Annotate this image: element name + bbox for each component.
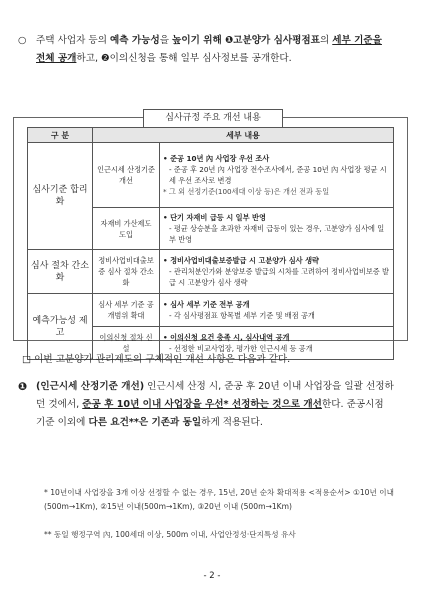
- summary-box-title: 심사규정 주요 개선 내용: [143, 109, 283, 128]
- detail-cell: • 심사 세부 기준 전부 공개 - 각 심사평점표 항목별 세부 기준 및 배점 공개: [160, 294, 394, 327]
- detail-cell: • 이의신청 요건 충족 시, 심사내역 공개 - 선정한 비교사업장, 평가한 인근시세 등 공개: [160, 327, 394, 360]
- detail-cell: • 준공 10년 內 사업장 우선 조사 - 준공 후 20년 內 사업장 전수조사에서, 준공 10년 內 사업장 평균 시세 우선 조사로 변경 * 그 외 선정기준(100세대 이상 등)은 개선 전과 동일: [160, 143, 394, 208]
- page-number: - 2 -: [203, 571, 221, 581]
- category-cell: 예측가능성 제고: [28, 294, 93, 360]
- improvement-table: [27, 127, 394, 360]
- table-row: [28, 250, 394, 294]
- footnote: * 10년이내 사업장을 3개 이상 선정할 수 없는 경우, 15년, 20년 순차 확대적용 <적용순서> ①10년 이내(500m→1Km), ②15년 이내(500m→1Km), ③20년 이내 (500m→1Km): [44, 488, 394, 511]
- header-detail: 세부 내용: [93, 128, 394, 143]
- header-category: 구 분: [28, 128, 93, 143]
- category-cell: 심사 절차 간소화: [28, 250, 93, 294]
- subcategory-cell: 심사 세부 기준 공개범위 확대: [93, 294, 160, 327]
- table-row: [28, 143, 394, 208]
- detail-cell: • 단기 자재비 급등 시 일부 반영 - 평균 상승분을 초과한 자재비 급등이 있는 경우, 고분양가 심사에 일부 반영: [160, 208, 394, 250]
- subcategory-cell: 이의신청 절차 신설: [93, 327, 160, 360]
- table-header-row: [28, 128, 394, 143]
- intro-paragraph: ○ 주택 사업자 등의 예측 가능성을 높이기 위해 ❶고분양가 심사평점표의 세부 기준을 전체 공개하고, ❷이의신청을 통해 일부 심사정보를 공개한다.: [36, 32, 392, 68]
- table-row: [28, 294, 394, 327]
- section-paragraph: □ 이번 고분양가 관리제도의 구체적인 개선 사항은 다음과 같다.: [22, 354, 291, 365]
- item-paragraph: ❶ (인근시세 산정기준 개선) 인근시세 산정 시, 준공 후 20년 이내 사업장을 일괄 선정하던 것에서, 준공 후 10년 이내 사업장을 우선* 선정하는 것으로 개선한다. 준공시점 기준 이외에 다른 요건**은 기존과 동일하게 적용된다.: [18, 380, 394, 428]
- footnote: ** 동일 행정구역 內, 100세대 이상, 500m 이내, 사업안정성·단지특성 유사: [44, 530, 296, 539]
- bullet-circle: ○: [18, 35, 27, 46]
- subcategory-cell: 자재비 가산제도 도입: [93, 208, 160, 250]
- bullet-square: □: [22, 354, 32, 365]
- subcategory-cell: 정비사업비대출보증 심사 절차 간소화: [93, 250, 160, 294]
- category-cell: 심사기준 합리화: [28, 143, 93, 250]
- item-number: ❶: [18, 380, 28, 393]
- subcategory-cell: 인근시세 산정기준 개선: [93, 143, 160, 208]
- detail-cell: • 정비사업비대출보증발급 시 고분양가 심사 생략 - 관리처분인가와 분양보증 발급의 시차를 고려하여 정비사업비보증 발급 시 고분양가 심사 생략: [160, 250, 394, 294]
